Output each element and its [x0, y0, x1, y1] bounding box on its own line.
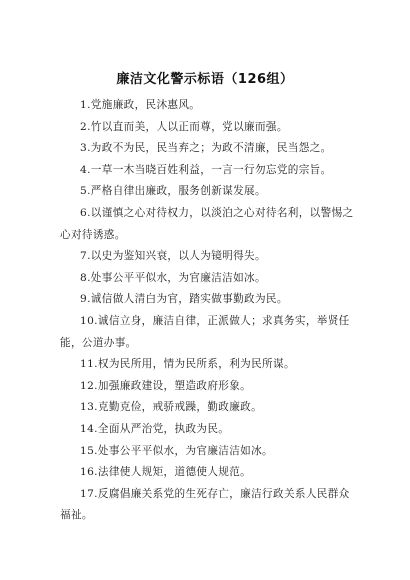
list-item: 10.诚信立身，廉洁自律，正派做人；求真务实，举贤任能，公道办事。 — [60, 314, 350, 349]
list-item: 14.全面从严治党，执政为民。 — [80, 422, 230, 435]
list-item: 2.竹以直而美，人以正而尊，党以廉而强。 — [80, 120, 288, 133]
list-item: 3.为政不为民，民当弃之；为政不清廉，民当怨之。 — [80, 142, 332, 155]
list-item: 12.加强廉政建设，塑造政府形象。 — [80, 379, 252, 392]
slogan-list — [60, 95, 360, 527]
list-item: 5.严格自律出廉政，服务创新谋发展。 — [80, 185, 266, 198]
list-item: 16.法律使人规矩，道德使人规范。 — [80, 466, 252, 479]
list-item: 7.以史为鉴知兴衰，以人为镜明得失。 — [80, 250, 266, 263]
list-item: 17.反腐倡廉关系党的生死存亡，廉洁行政关系人民群众福祉。 — [60, 487, 350, 522]
document-title: 廉洁文化警示标语（126组） — [116, 72, 294, 87]
list-item: 6.以谨慎之心对待权力，以淡泊之心对待名利，以警惕之心对待诱惑。 — [60, 206, 354, 241]
list-item: 8.处事公平平似水，为官廉洁洁如冰。 — [80, 271, 266, 284]
list-item: 1.党施廉政，民沐惠风。 — [80, 99, 201, 111]
list-item: 11.权为民所用，情为民所系，利为民所谋。 — [80, 358, 295, 371]
list-item: 4.一草一木当晓百姓利益，一言一行勿忘党的宗旨。 — [80, 163, 332, 176]
list-item: 9.诚信做人清白为官，踏实做事勤政为民。 — [80, 293, 288, 306]
list-item: 15.处事公平平似水，为官廉洁洁如冰。 — [80, 444, 273, 457]
list-item: 13.克勤克俭，戒骄戒躁，勤政廉政。 — [80, 401, 263, 414]
